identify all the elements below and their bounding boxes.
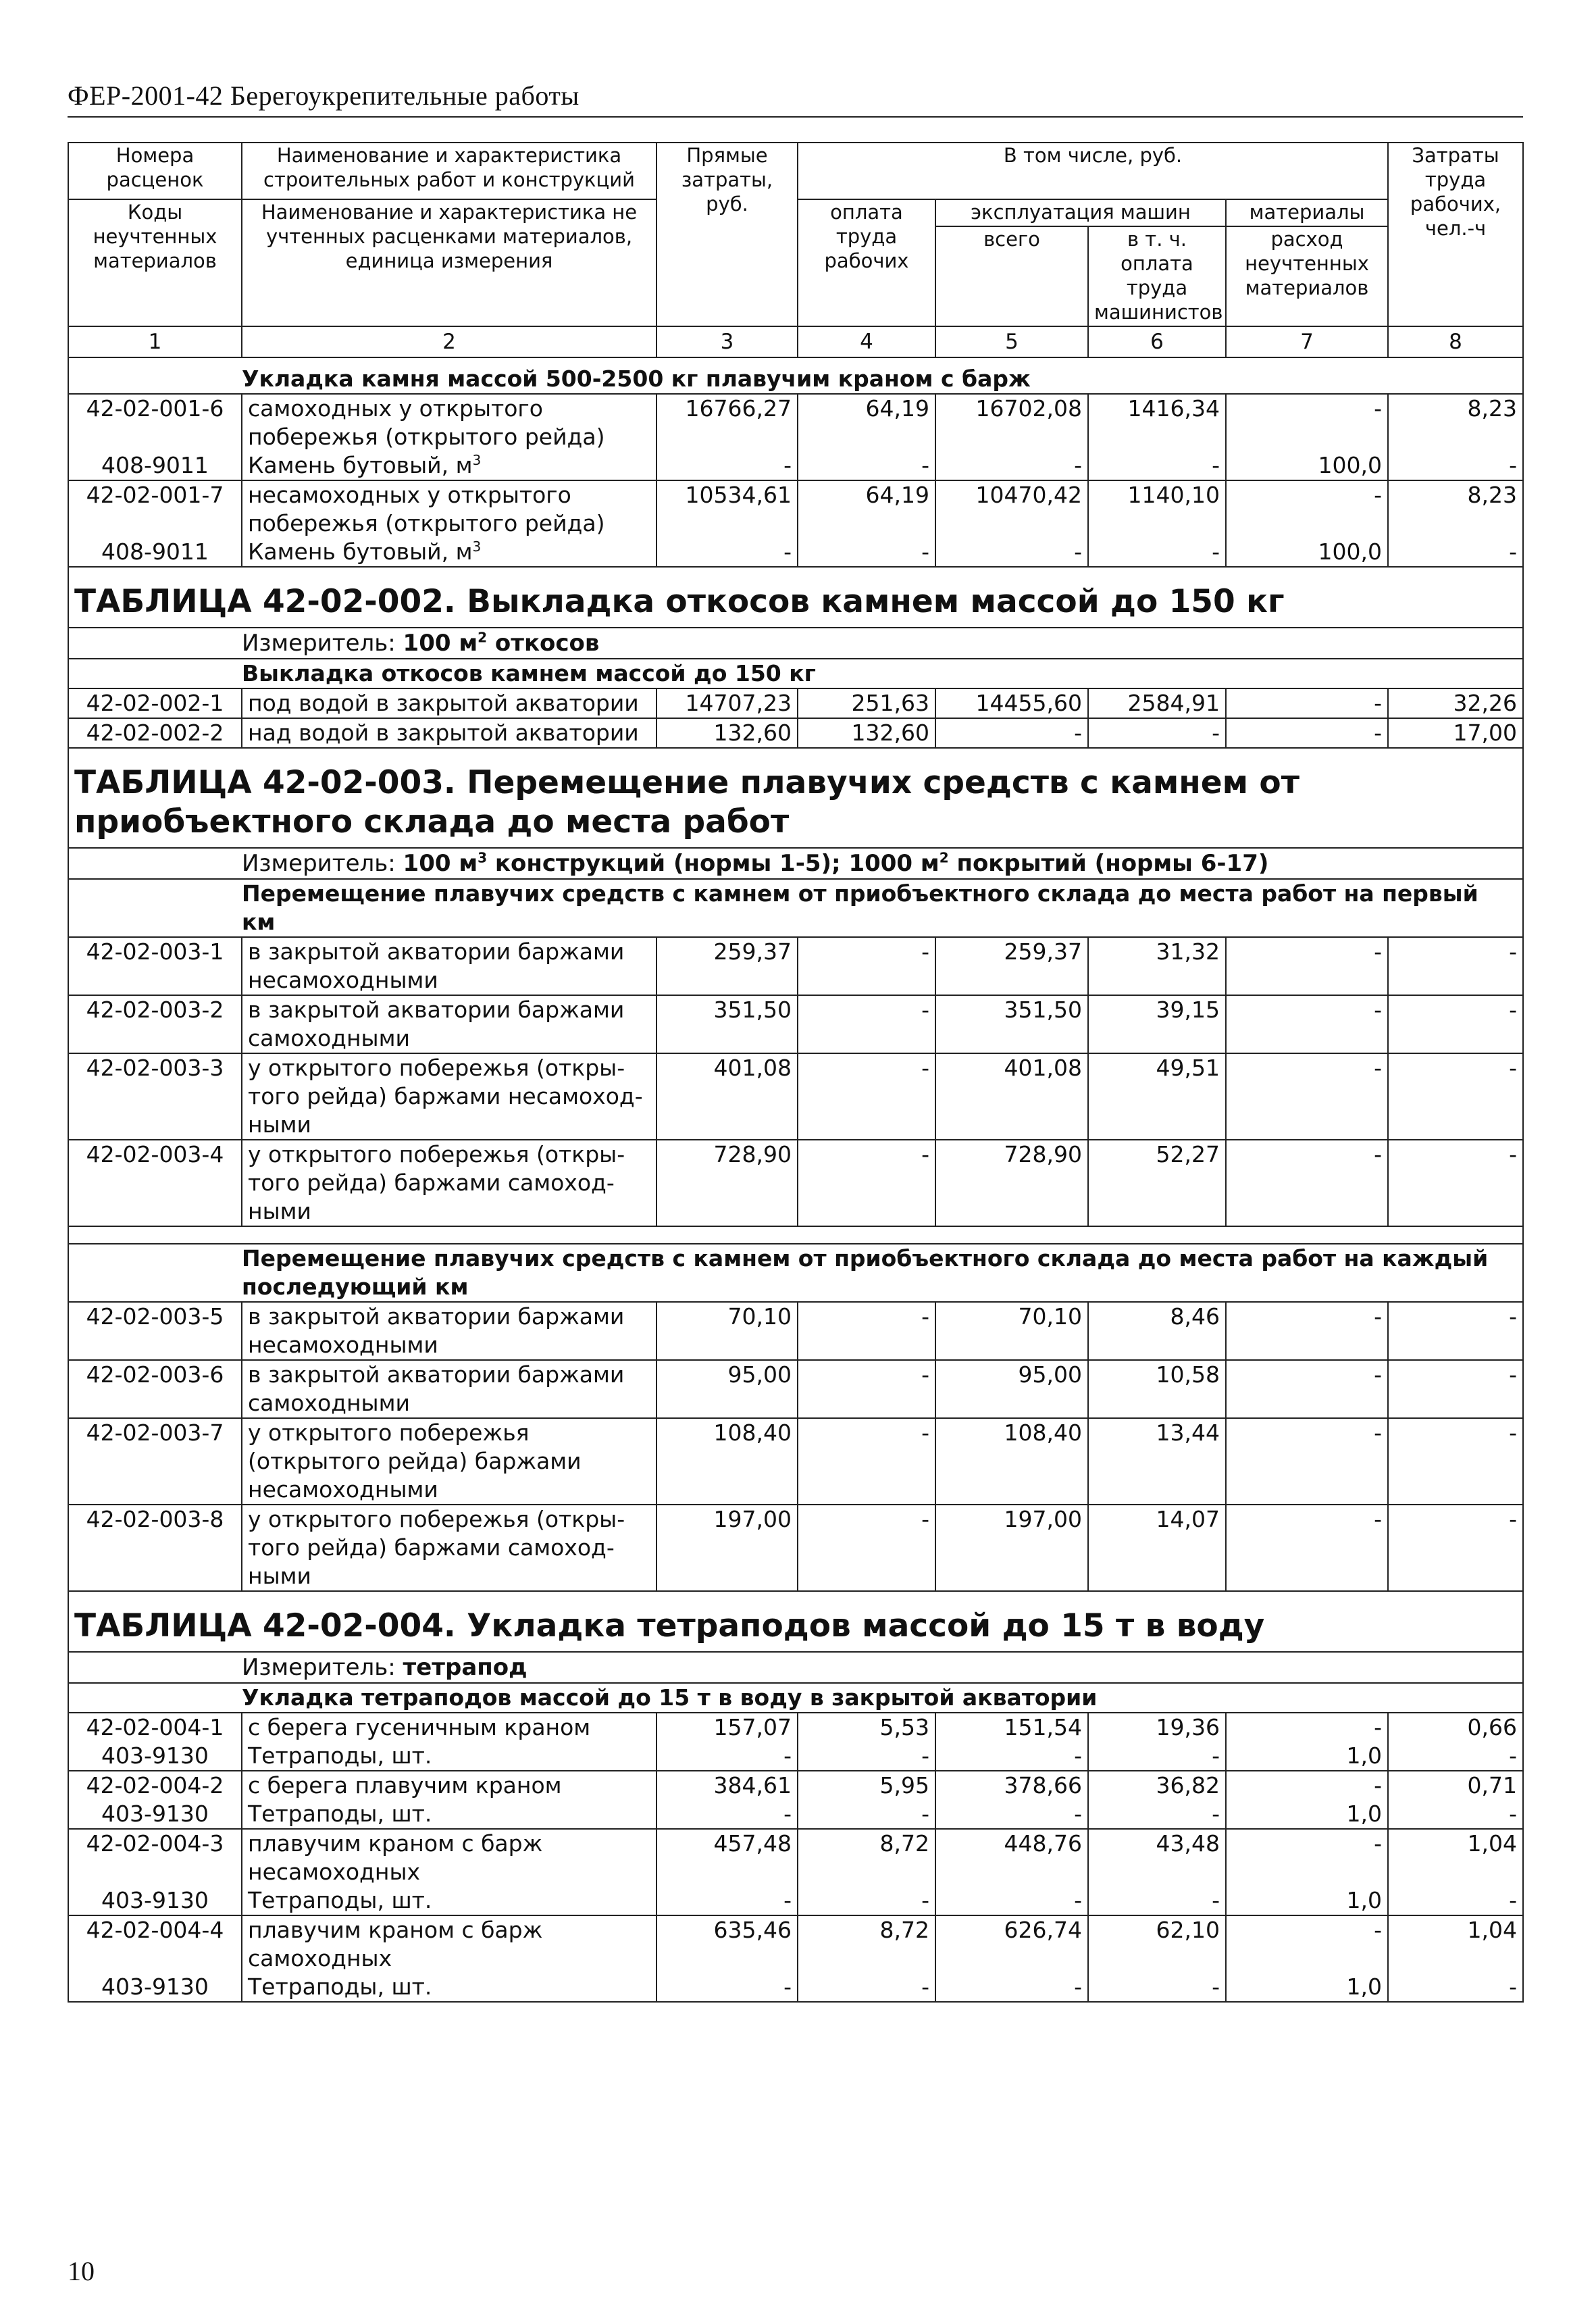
machine-total: 16702,08 [935, 394, 1088, 451]
table-row [68, 1713, 1523, 1742]
header-material-name: Наименование и характеристика не учтенных расценками материалов, единица измерения [242, 199, 657, 326]
labor-pay: - [798, 1360, 935, 1418]
machinist-pay: 49,51 [1088, 1053, 1226, 1140]
material-name: Тетраподы, шт. [242, 1800, 657, 1829]
table-row [68, 1418, 1523, 1505]
machinist-pay: - [1088, 718, 1226, 748]
material-consumption: 1,0 [1226, 1800, 1388, 1829]
labor-pay: - [798, 1742, 935, 1771]
table-row [68, 688, 1523, 718]
group-title: Укладка тетраподов массой до 15 т в воду в закрытой акватории [68, 1683, 1523, 1713]
labor-hours: - [1388, 451, 1523, 480]
group-title: Укладка камня массой 500-2500 кг плавучим краном с барж [68, 357, 1523, 394]
machinist-pay: 1140,10 [1088, 480, 1226, 538]
rate-code: 42-02-001-7 [68, 480, 242, 538]
running-title: ФЕР-2001-42 Берегоукрепительные работы [68, 80, 580, 111]
labor-pay: - [798, 451, 935, 480]
machine-total: 10470,42 [935, 480, 1088, 538]
machine-total: - [935, 1886, 1088, 1915]
table-row [68, 1505, 1523, 1591]
table-row [68, 480, 1523, 538]
machinist-pay: 36,82 [1088, 1771, 1226, 1800]
machine-total: 401,08 [935, 1053, 1088, 1140]
rate-code: 42-02-003-5 [68, 1302, 242, 1360]
work-name: в закрытой акватории баржами самоходными [242, 995, 657, 1053]
machinist-pay: 52,27 [1088, 1140, 1226, 1226]
machinist-pay: 19,36 [1088, 1713, 1226, 1742]
machinist-pay: 31,32 [1088, 937, 1226, 995]
labor-hours: - [1388, 1140, 1523, 1226]
material-consumption: - [1226, 937, 1388, 995]
labor-pay: 132,60 [798, 718, 935, 748]
direct-costs: 95,00 [657, 1360, 798, 1418]
labor-pay: - [798, 538, 935, 567]
machinist-pay: 39,15 [1088, 995, 1226, 1053]
machine-total: - [935, 1973, 1088, 2002]
machinist-pay: 62,10 [1088, 1915, 1226, 1973]
table-row [68, 1800, 1523, 1829]
header-material-consumption: расход неучтенных материалов [1226, 226, 1388, 326]
material-consumption: 100,0 [1226, 451, 1388, 480]
material-name: Камень бутовый, $м^3$ [242, 538, 657, 567]
direct-costs: - [657, 1886, 798, 1915]
work-name: с берега плавучим краном [242, 1771, 657, 1800]
machine-total: 95,00 [935, 1360, 1088, 1418]
work-name: у открытого побережья (откры- того рейда) баржами самоход- ными [242, 1505, 657, 1591]
table-row [68, 1742, 1523, 1771]
labor-hours: 1,04 [1388, 1915, 1523, 1973]
direct-costs: - [657, 1800, 798, 1829]
labor-hours: 32,26 [1388, 688, 1523, 718]
machine-total: - [935, 718, 1088, 748]
machine-total: - [935, 538, 1088, 567]
labor-pay: - [798, 1505, 935, 1591]
header-labor-costs: Затраты труда рабочих, чел.-ч [1388, 143, 1523, 326]
material-consumption: - [1226, 1053, 1388, 1140]
machine-total: 728,90 [935, 1140, 1088, 1226]
material-consumption: - [1226, 1505, 1388, 1591]
machinist-pay: - [1088, 1742, 1226, 1771]
material-consumption: - [1226, 1418, 1388, 1505]
table-row [68, 394, 1523, 451]
table-row [68, 538, 1523, 567]
machine-total: - [935, 1800, 1088, 1829]
material-consumption: - [1226, 718, 1388, 748]
rate-code: 42-02-004-2 [68, 1771, 242, 1800]
machine-total: 626,74 [935, 1915, 1088, 1973]
machine-total: 108,40 [935, 1418, 1088, 1505]
material-code: 403-9130 [68, 1742, 242, 1771]
machinist-pay: - [1088, 1886, 1226, 1915]
column-number: 5 [935, 326, 1088, 357]
work-name: плавучим краном с барж самоходных [242, 1915, 657, 1973]
table-row [68, 1053, 1523, 1140]
rate-code: 42-02-003-6 [68, 1360, 242, 1418]
machinist-pay: 43,48 [1088, 1829, 1226, 1886]
work-name: под водой в закрытой акватории [242, 688, 657, 718]
material-name: Камень бутовый, $м^3$ [242, 451, 657, 480]
machinist-pay: - [1088, 538, 1226, 567]
labor-hours: - [1388, 1973, 1523, 2002]
labor-hours: 1,04 [1388, 1829, 1523, 1886]
material-code: 403-9130 [68, 1973, 242, 2002]
measure-line: Измеритель: 100 $м^3$ конструкций (нормы 1-5); 1000 $м^2$ покрытий (нормы 6-17) [68, 848, 1523, 879]
material-consumption: - [1226, 480, 1388, 538]
direct-costs: 401,08 [657, 1053, 798, 1140]
labor-hours: - [1388, 1505, 1523, 1591]
machinist-pay: 13,44 [1088, 1418, 1226, 1505]
column-number: 3 [657, 326, 798, 357]
material-consumption: 1,0 [1226, 1886, 1388, 1915]
direct-costs: 157,07 [657, 1713, 798, 1742]
machine-total: - [935, 451, 1088, 480]
material-code: 403-9130 [68, 1886, 242, 1915]
machinist-pay: - [1088, 451, 1226, 480]
table-row [68, 995, 1523, 1053]
labor-hours: - [1388, 1886, 1523, 1915]
table-row [68, 1140, 1523, 1226]
machine-total: - [935, 1742, 1088, 1771]
direct-costs: 457,48 [657, 1829, 798, 1886]
work-name: плавучим краном с барж несамоходных [242, 1829, 657, 1886]
machine-total: 378,66 [935, 1771, 1088, 1800]
work-name: у открытого побережья (откры- того рейда) баржами самоход- ными [242, 1140, 657, 1226]
header-direct-costs: Прямые затраты, руб. [657, 143, 798, 326]
material-code: 408-9011 [68, 451, 242, 480]
group-title: Выкладка откосов камнем массой до 150 кг [68, 659, 1523, 688]
header-divider [68, 116, 1523, 118]
table-row [68, 1302, 1523, 1360]
direct-costs: - [657, 1973, 798, 2002]
material-consumption: - [1226, 1713, 1388, 1742]
rate-code: 42-02-003-2 [68, 995, 242, 1053]
header-machine-operation: эксплуатация машин [935, 199, 1226, 226]
labor-pay: - [798, 1800, 935, 1829]
labor-hours: - [1388, 1742, 1523, 1771]
machinist-pay: - [1088, 1973, 1226, 2002]
material-consumption: - [1226, 1302, 1388, 1360]
direct-costs: 10534,61 [657, 480, 798, 538]
rate-code: 42-02-003-3 [68, 1053, 242, 1140]
header-including: В том числе, руб. [798, 143, 1388, 199]
labor-hours: - [1388, 995, 1523, 1053]
material-consumption: - [1226, 688, 1388, 718]
labor-pay: - [798, 1302, 935, 1360]
labor-hours: 8,23 [1388, 480, 1523, 538]
material-consumption: 1,0 [1226, 1742, 1388, 1771]
labor-pay: - [798, 1886, 935, 1915]
rate-code: 42-02-002-1 [68, 688, 242, 718]
labor-hours: 17,00 [1388, 718, 1523, 748]
header-machine-total: всего [935, 226, 1088, 326]
rate-code: 42-02-002-2 [68, 718, 242, 748]
rate-code: 42-02-003-1 [68, 937, 242, 995]
material-consumption: - [1226, 1829, 1388, 1886]
machinist-pay: 10,58 [1088, 1360, 1226, 1418]
labor-pay: 64,19 [798, 480, 935, 538]
header-work-name: Наименование и характеристика строительных работ и конструкций [242, 143, 657, 199]
labor-pay: 251,63 [798, 688, 935, 718]
machinist-pay: 1416,34 [1088, 394, 1226, 451]
column-number: 4 [798, 326, 935, 357]
machine-total: 197,00 [935, 1505, 1088, 1591]
table-row [68, 937, 1523, 995]
column-number: 1 [68, 326, 242, 357]
labor-pay: 5,53 [798, 1713, 935, 1742]
direct-costs: 108,40 [657, 1418, 798, 1505]
table-title: ТАБЛИЦА 42-02-003. Перемещение плавучих средств с камнем от приобъектного склада до места работ [68, 748, 1523, 848]
material-consumption: - [1226, 1771, 1388, 1800]
labor-hours: - [1388, 538, 1523, 567]
direct-costs: - [657, 1742, 798, 1771]
material-consumption: - [1226, 1360, 1388, 1418]
material-consumption: - [1226, 1915, 1388, 1973]
labor-hours: - [1388, 1418, 1523, 1505]
table-title: ТАБЛИЦА 42-02-002. Выкладка откосов камнем массой до 150 кг [68, 567, 1523, 628]
header-labor-pay: оплата труда рабочих [798, 199, 935, 326]
labor-hours: - [1388, 1360, 1523, 1418]
table-row [68, 1915, 1523, 1973]
column-number: 6 [1088, 326, 1226, 357]
work-name: с берега гусеничным краном [242, 1713, 657, 1742]
work-name: самоходных у открытого побережья (открытого рейда) [242, 394, 657, 451]
material-consumption: 1,0 [1226, 1973, 1388, 2002]
table-row [68, 451, 1523, 480]
material-code: 408-9011 [68, 538, 242, 567]
labor-hours: 8,23 [1388, 394, 1523, 451]
labor-pay: 8,72 [798, 1829, 935, 1886]
labor-hours: - [1388, 1800, 1523, 1829]
table-row [68, 1886, 1523, 1915]
labor-pay: - [798, 1973, 935, 2002]
rate-code: 42-02-004-1 [68, 1713, 242, 1742]
material-name: Тетраподы, шт. [242, 1973, 657, 2002]
rate-code: 42-02-001-6 [68, 394, 242, 451]
labor-pay: 64,19 [798, 394, 935, 451]
spacer [68, 1226, 1523, 1244]
page-number: 10 [68, 2256, 95, 2286]
table-row [68, 1973, 1523, 2002]
labor-pay: - [798, 1418, 935, 1505]
material-consumption: - [1226, 394, 1388, 451]
material-consumption: - [1226, 1140, 1388, 1226]
material-consumption: 100,0 [1226, 538, 1388, 567]
labor-pay: - [798, 1053, 935, 1140]
machinist-pay: 8,46 [1088, 1302, 1226, 1360]
work-name: в закрытой акватории баржами самоходными [242, 1360, 657, 1418]
direct-costs: - [657, 538, 798, 567]
header-unaccounted-codes: Коды неучтенных материалов [68, 199, 242, 326]
material-name: Тетраподы, шт. [242, 1742, 657, 1771]
direct-costs: 384,61 [657, 1771, 798, 1800]
labor-hours: - [1388, 1302, 1523, 1360]
material-code: 403-9130 [68, 1800, 242, 1829]
table-row [68, 1829, 1523, 1886]
group-title: Перемещение плавучих средств с камнем от приобъектного склада до места работ на каждый последующий км [68, 1244, 1523, 1302]
material-consumption: - [1226, 995, 1388, 1053]
work-name: в закрытой акватории баржами несамоходными [242, 937, 657, 995]
column-number: 8 [1388, 326, 1523, 357]
work-name: у открытого побережья (открытого рейда) баржами несамоходными [242, 1418, 657, 1505]
column-number: 2 [242, 326, 657, 357]
machinist-pay: 14,07 [1088, 1505, 1226, 1591]
direct-costs: - [657, 451, 798, 480]
labor-pay: 8,72 [798, 1915, 935, 1973]
direct-costs: 132,60 [657, 718, 798, 748]
machine-total: 151,54 [935, 1713, 1088, 1742]
labor-pay: - [798, 1140, 935, 1226]
direct-costs: 728,90 [657, 1140, 798, 1226]
rate-code: 42-02-003-4 [68, 1140, 242, 1226]
labor-pay: 5,95 [798, 1771, 935, 1800]
rates-table [68, 142, 1524, 2003]
labor-hours: 0,66 [1388, 1713, 1523, 1742]
direct-costs: 14707,23 [657, 688, 798, 718]
direct-costs: 259,37 [657, 937, 798, 995]
rate-code: 42-02-004-4 [68, 1915, 242, 1973]
direct-costs: 70,10 [657, 1302, 798, 1360]
direct-costs: 16766,27 [657, 394, 798, 451]
table-row [68, 1771, 1523, 1800]
machinist-pay: - [1088, 1800, 1226, 1829]
header-rate-number: Номера расценок [68, 143, 242, 199]
machine-total: 14455,60 [935, 688, 1088, 718]
rate-code: 42-02-003-7 [68, 1418, 242, 1505]
table-row [68, 718, 1523, 748]
work-name: в закрытой акватории баржами несамоходными [242, 1302, 657, 1360]
rate-code: 42-02-004-3 [68, 1829, 242, 1886]
direct-costs: 351,50 [657, 995, 798, 1053]
machine-total: 70,10 [935, 1302, 1088, 1360]
work-name: у открытого побережья (откры- того рейда) баржами несамоход- ными [242, 1053, 657, 1140]
measure-line: Измеритель: 100 $м^2$ откосов [68, 628, 1523, 659]
labor-pay: - [798, 995, 935, 1053]
header-machinist-pay: в т. ч. оплата труда машинистов [1088, 226, 1226, 326]
machine-total: 448,76 [935, 1829, 1088, 1886]
work-name: над водой в закрытой акватории [242, 718, 657, 748]
machine-total: 351,50 [935, 995, 1088, 1053]
column-number: 7 [1226, 326, 1388, 357]
labor-hours: - [1388, 1053, 1523, 1140]
header-materials: материалы [1226, 199, 1388, 226]
measure-line: Измеритель: тетрапод [68, 1652, 1523, 1683]
rate-code: 42-02-003-8 [68, 1505, 242, 1591]
labor-pay: - [798, 937, 935, 995]
labor-hours: 0,71 [1388, 1771, 1523, 1800]
work-name: несамоходных у открытого побережья (открытого рейда) [242, 480, 657, 538]
machine-total: 259,37 [935, 937, 1088, 995]
machinist-pay: 2584,91 [1088, 688, 1226, 718]
direct-costs: 635,46 [657, 1915, 798, 1973]
direct-costs: 197,00 [657, 1505, 798, 1591]
material-name: Тетраподы, шт. [242, 1886, 657, 1915]
table-row [68, 1360, 1523, 1418]
table-title: ТАБЛИЦА 42-02-004. Укладка тетраподов массой до 15 т в воду [68, 1591, 1523, 1652]
labor-hours: - [1388, 937, 1523, 995]
group-title: Перемещение плавучих средств с камнем от приобъектного склада до места работ на первый км [68, 879, 1523, 937]
